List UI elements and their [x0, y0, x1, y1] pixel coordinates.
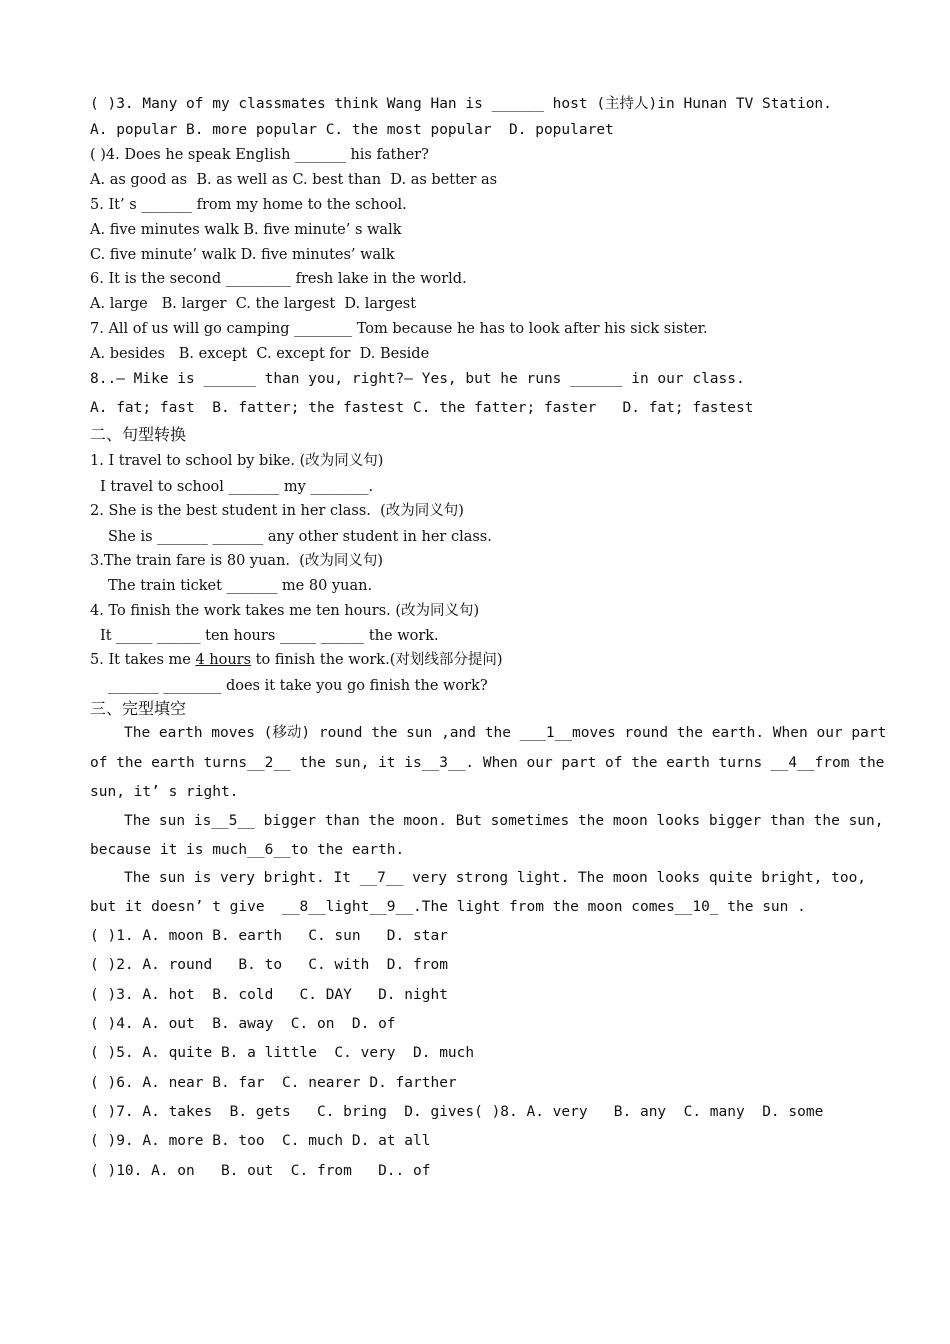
passage-p3-line1: The sun is very bright. It __7__ very strong light. The moon looks quite bright, too, — [124, 870, 867, 886]
cloze-choice-10: ( )10. A. on B. out C. from D.. of — [90, 1163, 431, 1179]
question-3-options: A. popular B. more popular C. the most popular D. popularet — [90, 122, 614, 138]
transform-2: 2. She is the best student in her class. (改为同义句) — [90, 503, 464, 519]
cloze-choice-6: ( )6. A. near B. far C. nearer D. farther — [90, 1075, 457, 1091]
question-3: ( )3. Many of my classmates think Wang Han is ______ host (主持人)in Hunan TV Station. — [90, 96, 832, 112]
question-6: 6. It is the second _________ fresh lake in the world. — [90, 271, 467, 287]
cloze-choice-7-8: ( )7. A. takes B. gets C. bring D. gives( )8. A. very B. any C. many D. some — [90, 1104, 824, 1120]
cloze-choice-9: ( )9. A. more B. too C. much D. at all — [90, 1133, 431, 1149]
question-8-options: A. fat; fast B. fatter; the fastest C. the fatter; faster D. fat; fastest — [90, 400, 754, 416]
transform-5-answer: _______ ________ does it take you go finish the work? — [108, 678, 488, 694]
passage-p3-line2: but it doesn’ t give __8__light__9__.The light from the moon comes__10_ the sun . — [90, 899, 806, 915]
section-2-heading: 二、句型转换 — [90, 425, 187, 444]
passage-p1-line3: sun, it’ s right. — [90, 784, 239, 800]
cloze-choice-5: ( )5. A. quite B. a little C. very D. much — [90, 1045, 475, 1061]
transform-1: 1. I travel to school by bike. (改为同义句) — [90, 453, 384, 469]
transform-4-answer: It _____ ______ ten hours _____ ______ the work. — [100, 628, 439, 644]
question-7-options: A. besides B. except C. except for D. Beside — [90, 346, 430, 362]
question-5-options-b: C. five minute’ walk D. five minutes’ walk — [90, 247, 395, 263]
transform-1-answer: I travel to school _______ my ________. — [100, 479, 374, 495]
transform-3: 3.The train fare is 80 yuan. (改为同义句) — [90, 553, 384, 569]
section-3-heading: 三、完型填空 — [90, 699, 187, 718]
passage-p2-line2: because it is much__6__to the earth. — [90, 842, 405, 858]
question-7: 7. All of us will go camping ________ Tom because he has to look after his sick sister. — [90, 321, 708, 337]
transform-2-answer: She is _______ _______ any other student in her class. — [108, 529, 492, 545]
cloze-choice-2: ( )2. A. round B. to C. with D. from — [90, 957, 448, 973]
question-6-options: A. large B. larger C. the largest D. largest — [90, 296, 417, 312]
question-5: 5. It’ s _______ from my home to the school. — [90, 197, 407, 213]
transform-5-underlined: 4 hours — [195, 652, 252, 668]
transform-5 — [90, 651, 860, 669]
question-5-options-a: A. five minutes walk B. five minute’ s walk — [90, 222, 402, 238]
transform-4: 4. To finish the work takes me ten hours. (改为同义句) — [90, 603, 480, 619]
cloze-choice-3: ( )3. A. hot B. cold C. DAY D. night — [90, 987, 448, 1003]
transform-3-answer: The train ticket _______ me 80 yuan. — [108, 578, 373, 594]
question-4-options: A. as good as B. as well as C. best than D. as better as — [90, 172, 498, 188]
transform-5-instruction: to finish the work.(对划线部分提问) — [251, 652, 503, 668]
passage-p2-line1: The sun is__5__ bigger than the moon. But sometimes the moon looks bigger than the sun, — [124, 813, 884, 829]
passage-p1-line1: The earth moves (移动) round the sun ,and the ___1__moves round the earth. When our part — [124, 725, 887, 741]
passage-p1-line2: of the earth turns__2__ the sun, it is__3__. When our part of the earth turns __4__from the — [90, 755, 885, 771]
question-4: ( )4. Does he speak English _______ his father? — [90, 147, 429, 163]
cloze-choice-4: ( )4. A. out B. away C. on D. of — [90, 1016, 396, 1032]
transform-5-text: 5. It takes me — [90, 652, 196, 668]
cloze-choice-1: ( )1. A. moon B. earth C. sun D. star — [90, 928, 448, 944]
question-8: 8..— Mike is ______ than you, right?— Yes, but he runs ______ in our class. — [90, 371, 745, 387]
